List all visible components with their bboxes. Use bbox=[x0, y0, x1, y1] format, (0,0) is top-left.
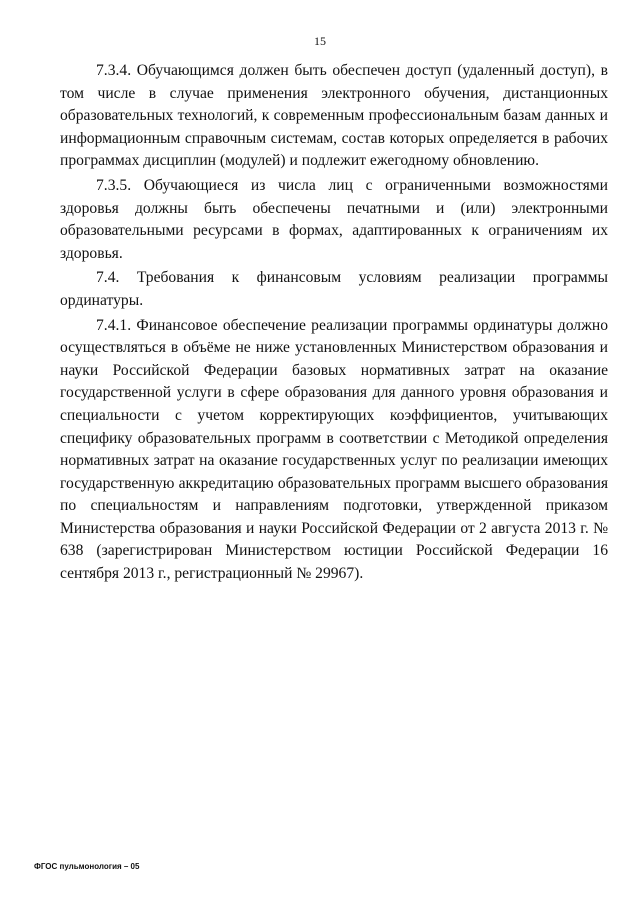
paragraph-7-4-1: 7.4.1. Финансовое обеспечение реализации программы ординатуры должно осуществляться в объёме не ниже установленных Министерством образования и науки Российской Федерации базовых нормативных затрат на оказание государственной услуги в сфере образования для данного уровня образования и специальности с учетом корректирующих коэффициентов, учитывающих специфику образовательных программ в соответствии с Методикой определения нормативных затрат на оказание государственных услуг по реализации имеющих государственную аккредитацию образовательных программ высшего образования по специальностям и направлениям подготовки, утвержденной приказом Министерства образования и науки Российской Федерации от 2 августа 2013 г. № 638 (зарегистрирован Министерством юстиции Российской Федерации 16 сентября 2013 г., регистрационный № 29967). bbox=[60, 316, 608, 583]
paragraph-7-3-4: 7.3.4. Обучающимся должен быть обеспечен доступ (удаленный доступ), в том числе в случае применения электронного обучения, дистанционных образовательных технологий, к современным профессиональным базам данных и информационным справочным системам, состав которых определяется в рабочих программах дисциплин (модулей) и подлежит ежегодному обновлению. bbox=[60, 62, 608, 170]
page-number: 15 bbox=[314, 34, 326, 48]
paragraph-7-3-5: 7.3.5. Обучающиеся из числа лиц с ограниченными возможностями здоровья должны быть обеспечены печатными и (или) электронными образовательными ресурсами в формах, адаптированных к ограничениям их здоровья. bbox=[60, 176, 608, 262]
footer-label: ФГОС пульмонология – 05 bbox=[34, 862, 140, 871]
paragraph-7-4: 7.4. Требования к финансовым условиям реализации программы ординатуры. bbox=[60, 269, 608, 309]
document-body bbox=[60, 60, 608, 586]
